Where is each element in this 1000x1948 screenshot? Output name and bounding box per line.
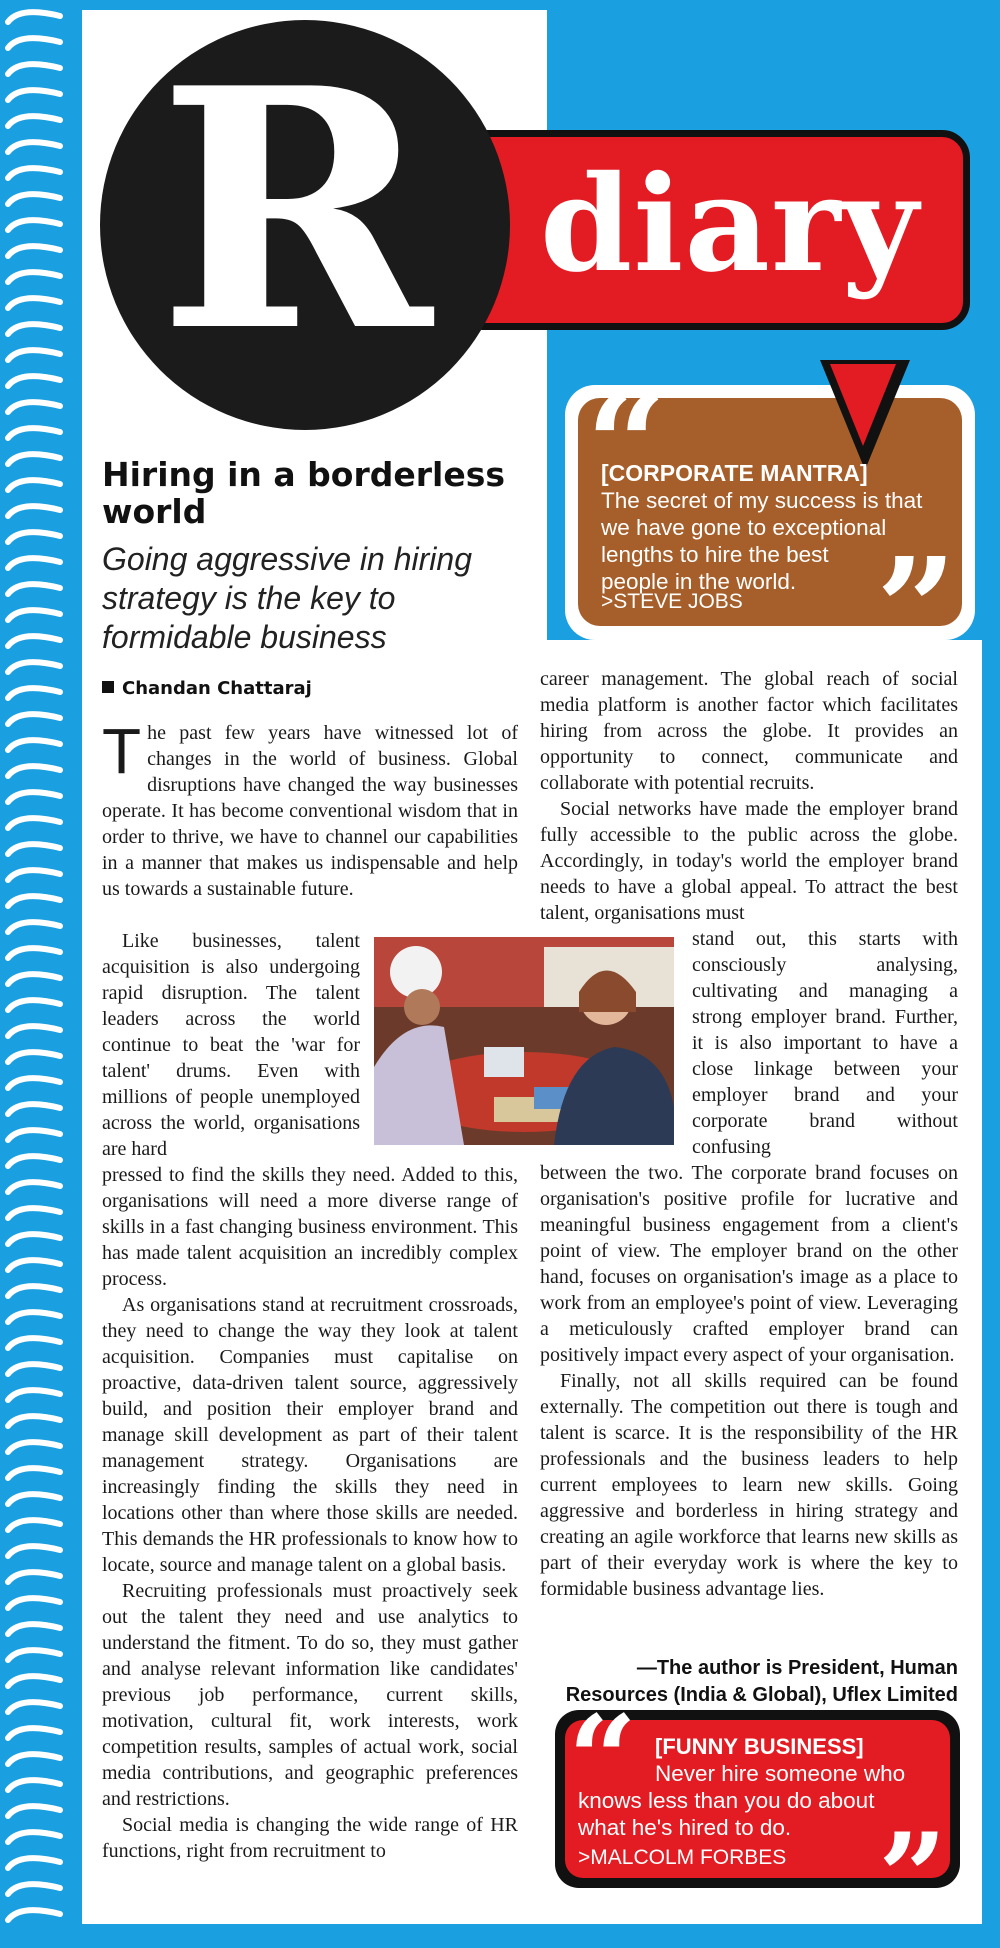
funny-heading: [FUNNY BUSINESS] bbox=[655, 1734, 864, 1759]
close-quote-icon: ” bbox=[876, 528, 957, 692]
spiral-binding bbox=[0, 0, 70, 1934]
paragraph-4: Recruiting professionals must proactively seek out the talent they need and use analytics to understand the fitment. To do so, they must gather and analyse relevant information like candidates' previous job performance, current skills, motivation, cultural fit, work interests, work competition results, samples of actual work, social media contributions, and geographic preferences and restrictions. bbox=[102, 1580, 518, 1810]
funny-quote-line1: Never hire someone who bbox=[655, 1761, 906, 1786]
byline-square-icon bbox=[102, 681, 114, 693]
masthead-diary-word: diary bbox=[540, 147, 920, 302]
close-quote-icon: ” bbox=[878, 1807, 948, 1948]
paragraph-7-middle: stand out, this starts with consciously analysing, cultivating and managing a strong employer brand. Further, it is also important to have a close linkage between your employer brand and your corporate brand without confusing bbox=[692, 928, 958, 1158]
column-right-bottom bbox=[540, 1160, 958, 1602]
paragraph-2-start: Like businesses, talent acquisition is also undergoing rapid disruption. The talent leaders across the world continue to beat the 'war for talent' drums. Even with millions of people unemployed across the world, organisations are hard bbox=[102, 930, 360, 1160]
column-right-top bbox=[540, 666, 958, 926]
photo-illustration bbox=[374, 937, 674, 1145]
column-left-top bbox=[102, 715, 518, 902]
author-signoff: —The author is President, Human Resources (India & Global), Uflex Limited bbox=[565, 1657, 958, 1706]
paragraph-2-end: pressed to find the skills they need. Added to this, organisations will need a more diverse range of skills in a fast changing business environment. This has made talent acquisition an incredibly complex process. bbox=[102, 1164, 518, 1290]
funny-quote-line3: what he's hired to do. bbox=[578, 1815, 792, 1840]
funny-author: >MALCOLM FORBES bbox=[578, 1846, 787, 1869]
paragraph-8: Finally, not all skills required can be found externally. The competition out there is tough and talent is scarce. It is the responsibility of the HR professionals and the business leaders to help current employees to learn new skills. Going aggressive and borderless in hiring strategy and creating an agile workforce that learns new skills as part of their everyday work is where the key to formidable business advantage lies. bbox=[540, 1370, 958, 1600]
masthead-letter: R bbox=[158, 16, 433, 404]
mantra-quote: The secret of my success is that we have gone to exceptional lengths to hire the best people in the world. bbox=[601, 488, 923, 594]
article-headline: Hiring in a borderless world bbox=[102, 455, 505, 531]
column-left-bottom bbox=[102, 1162, 518, 1864]
paragraph-7-start: Social networks have made the employer brand fully accessible to the public across the globe. Accordingly, in today's world the employer brand needs to have a global appeal. To attract the best talent, organisations must bbox=[540, 798, 958, 924]
paragraph-1: he past few years have witnessed lot of changes in the world of business. Global disruptions have changed the way businesses operate. It has become conventional wisdom that in order to thrive, we have to channel our capabilities in a manner that makes us indispensable and help us towards a sustainable future. bbox=[102, 722, 518, 900]
drop-cap: T bbox=[102, 715, 142, 787]
article-deck: Going aggressive in hiring strategy is the key to formidable business bbox=[102, 541, 472, 655]
column-right-narrow bbox=[692, 926, 958, 1160]
masthead-pointer-fill bbox=[830, 364, 896, 446]
article-photo bbox=[374, 937, 674, 1145]
mantra-author: >STEVE JOBS bbox=[601, 590, 743, 613]
open-quote-icon: “ bbox=[568, 1689, 638, 1830]
column-left-narrow bbox=[102, 928, 360, 1162]
paragraph-7-end: between the two. The corporate brand focuses on organisation's positive profile for lucrative and meaningful business engagement from a client's point of view. The employer brand on the other hand, focuses on organisation's image as a place to work from an employee's point of view. Leveraging a meticulously crafted employer brand can positively impact every aspect of your organisation. bbox=[540, 1162, 958, 1366]
mantra-heading: [CORPORATE MANTRA] bbox=[601, 460, 868, 486]
paragraph-6: career management. The global reach of social media platform is another factor which facilitates hiring from across the globe. It provides an opportunity to connect, communicate and collaborate with potential recruits. bbox=[540, 668, 958, 794]
open-quote-icon: “ bbox=[586, 364, 667, 528]
funny-quote-line2: knows less than you do about bbox=[578, 1788, 875, 1813]
paragraph-5: Social media is changing the wide range of HR functions, right from recruitment to bbox=[102, 1814, 518, 1862]
article-byline: Chandan Chattaraj bbox=[102, 678, 312, 699]
paragraph-3: As organisations stand at recruitment crossroads, they need to change the way they look at talent acquisition. Companies must capitalise on proactive, data-driven talent source, aggressively build, and position their employer brand and manage skill development as part of their talent management strategy. Organisations are increasingly finding the skills they need in locations other than where those skills are needed. This demands the HR professionals to know how to locate, source and manage talent on a global basis. bbox=[102, 1294, 518, 1576]
